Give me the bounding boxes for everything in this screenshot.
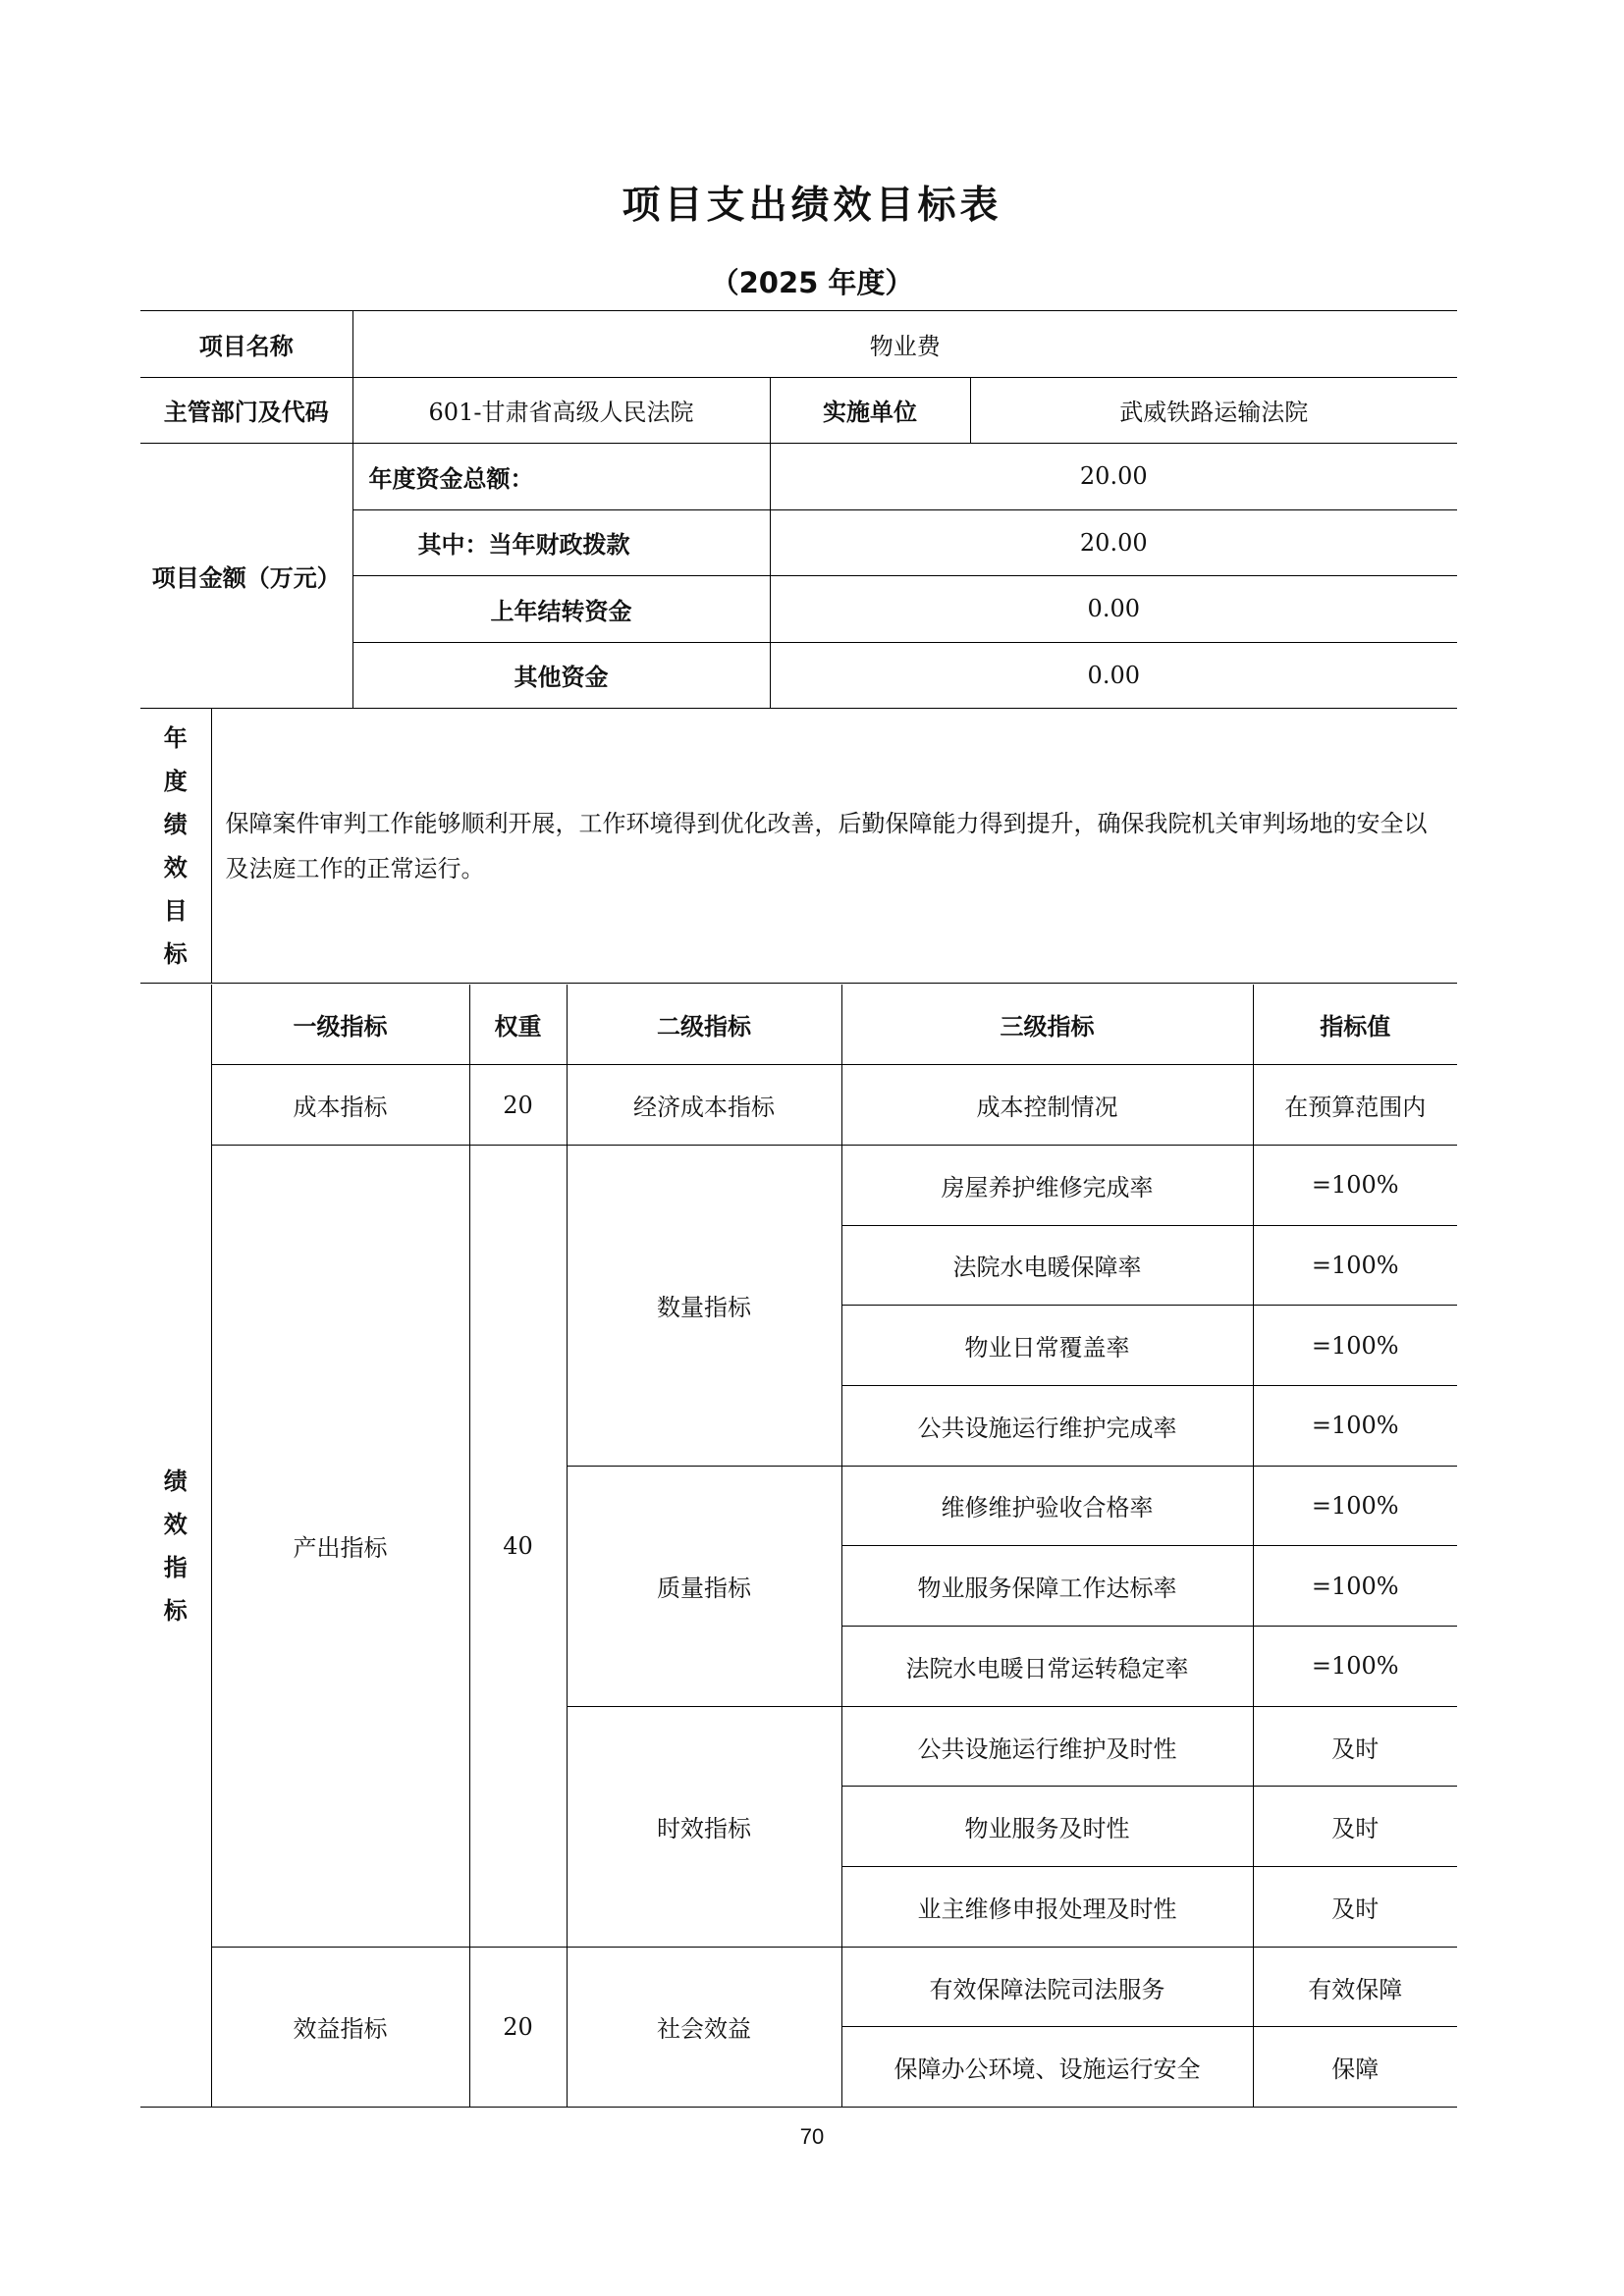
indicator-value: 及时 [1253, 1787, 1457, 1867]
indicator-level3: 有效保障法院司法服务 [841, 1947, 1253, 2027]
project-name-label: 项目名称 [140, 311, 352, 378]
indicator-level3: 法院水电暖保障率 [841, 1225, 1253, 1306]
page-title: 项目支出绩效目标表 [622, 184, 1002, 228]
project-info-table [140, 310, 1457, 984]
cost-level3: 成本控制情况 [841, 1065, 1253, 1146]
output-weight: 40 [469, 1145, 567, 1947]
indicator-value: 保障 [1253, 2027, 1457, 2108]
annual-goal-label-char: 目 [163, 896, 188, 925]
indicator-value: =100% [1253, 1546, 1457, 1627]
quantity-level2: 数量指标 [567, 1145, 841, 1466]
funding-carryover-label: 上年结转资金 [352, 576, 770, 643]
department-row [140, 377, 1457, 444]
indicator-side-label-char: 标 [163, 1596, 188, 1625]
cost-value: 在预算范围内 [1253, 1065, 1457, 1146]
header-level1: 一级指标 [211, 985, 469, 1065]
department-value: 601-甘肃省高级人民法院 [352, 377, 770, 444]
indicator-side-label-char: 指 [163, 1553, 188, 1581]
quality-level2: 质量指标 [567, 1466, 841, 1706]
funding-total-label: 年度资金总额： [352, 444, 770, 510]
indicator-level3: 物业日常覆盖率 [841, 1306, 1253, 1386]
indicator-level3: 房屋养护维修完成率 [841, 1145, 1253, 1225]
indicator-side-label-char: 绩 [163, 1467, 188, 1495]
cost-weight: 20 [469, 1065, 567, 1146]
page-number: 70 [799, 2124, 825, 2149]
funding-total-value: 20.00 [770, 444, 1457, 510]
table-row [140, 1145, 1457, 1225]
indicator-side-label-char: 效 [163, 1510, 188, 1538]
table-row [140, 1947, 1457, 2027]
funding-label: 项目金额（万元） [140, 444, 352, 709]
output-level1: 产出指标 [211, 1145, 469, 1947]
indicator-value: 及时 [1253, 1867, 1457, 1948]
benefit-level1: 效益指标 [211, 1947, 469, 2107]
indicator-value: 及时 [1253, 1706, 1457, 1787]
funding-other-value: 0.00 [770, 642, 1457, 709]
indicator-value: =100% [1253, 1145, 1457, 1225]
header-level2: 二级指标 [567, 985, 841, 1065]
funding-carryover-value: 0.00 [770, 576, 1457, 643]
performance-indicator-table [140, 985, 1457, 2108]
indicator-side-label [140, 985, 211, 2108]
annual-goal-label-char: 绩 [163, 810, 188, 838]
annual-goal-row [140, 709, 1457, 984]
annual-goal-label-char: 效 [163, 853, 188, 881]
cost-level2: 经济成本指标 [567, 1065, 841, 1146]
implementing-unit-value: 武威铁路运输法院 [970, 377, 1457, 444]
indicator-value: 有效保障 [1253, 1947, 1457, 2027]
indicator-level3: 公共设施运行维护及时性 [841, 1706, 1253, 1787]
indicator-level3: 公共设施运行维护完成率 [841, 1385, 1253, 1466]
funding-fiscal-label: 其中：当年财政拨款 [352, 509, 770, 576]
funding-row [140, 444, 1457, 510]
indicator-level3: 物业服务及时性 [841, 1787, 1253, 1867]
indicator-level3: 保障办公环境、设施运行安全 [841, 2027, 1253, 2108]
header-value: 指标值 [1253, 985, 1457, 1065]
indicator-level3: 业主维修申报处理及时性 [841, 1867, 1253, 1948]
project-name-value: 物业费 [352, 311, 1457, 378]
timeliness-level2: 时效指标 [567, 1706, 841, 1947]
funding-fiscal-value: 20.00 [770, 509, 1457, 576]
implementing-unit-label: 实施单位 [770, 377, 970, 444]
page-subtitle: （2025 年度） [710, 266, 914, 299]
indicator-value: =100% [1253, 1306, 1457, 1386]
indicator-level3: 法院水电暖日常运转稳定率 [841, 1627, 1253, 1707]
benefit-level2: 社会效益 [567, 1947, 841, 2107]
annual-goal-label [140, 709, 211, 984]
header-weight: 权重 [469, 985, 567, 1065]
indicator-value: =100% [1253, 1385, 1457, 1466]
annual-goal-label-char: 标 [163, 939, 188, 968]
header-level3: 三级指标 [841, 985, 1253, 1065]
annual-goal-text: 保障案件审判工作能够顺利开展，工作环境得到优化改善，后勤保障能力得到提升，确保我院机关审判场地的安全以及法庭工作的正常运行。 [211, 709, 1457, 984]
annual-goal-label-char: 年 [163, 723, 188, 752]
indicator-value: =100% [1253, 1466, 1457, 1546]
funding-other-label: 其他资金 [352, 642, 770, 709]
indicator-header-row [140, 985, 1457, 1065]
project-name-row [140, 311, 1457, 378]
cost-level1: 成本指标 [211, 1065, 469, 1146]
annual-goal-label-char: 度 [163, 767, 188, 795]
table-row [140, 1065, 1457, 1146]
indicator-value: =100% [1253, 1225, 1457, 1306]
indicator-value: =100% [1253, 1627, 1457, 1707]
department-label: 主管部门及代码 [140, 377, 352, 444]
indicator-level3: 物业服务保障工作达标率 [841, 1546, 1253, 1627]
indicator-level3: 维修维护验收合格率 [841, 1466, 1253, 1546]
benefit-weight: 20 [469, 1947, 567, 2107]
